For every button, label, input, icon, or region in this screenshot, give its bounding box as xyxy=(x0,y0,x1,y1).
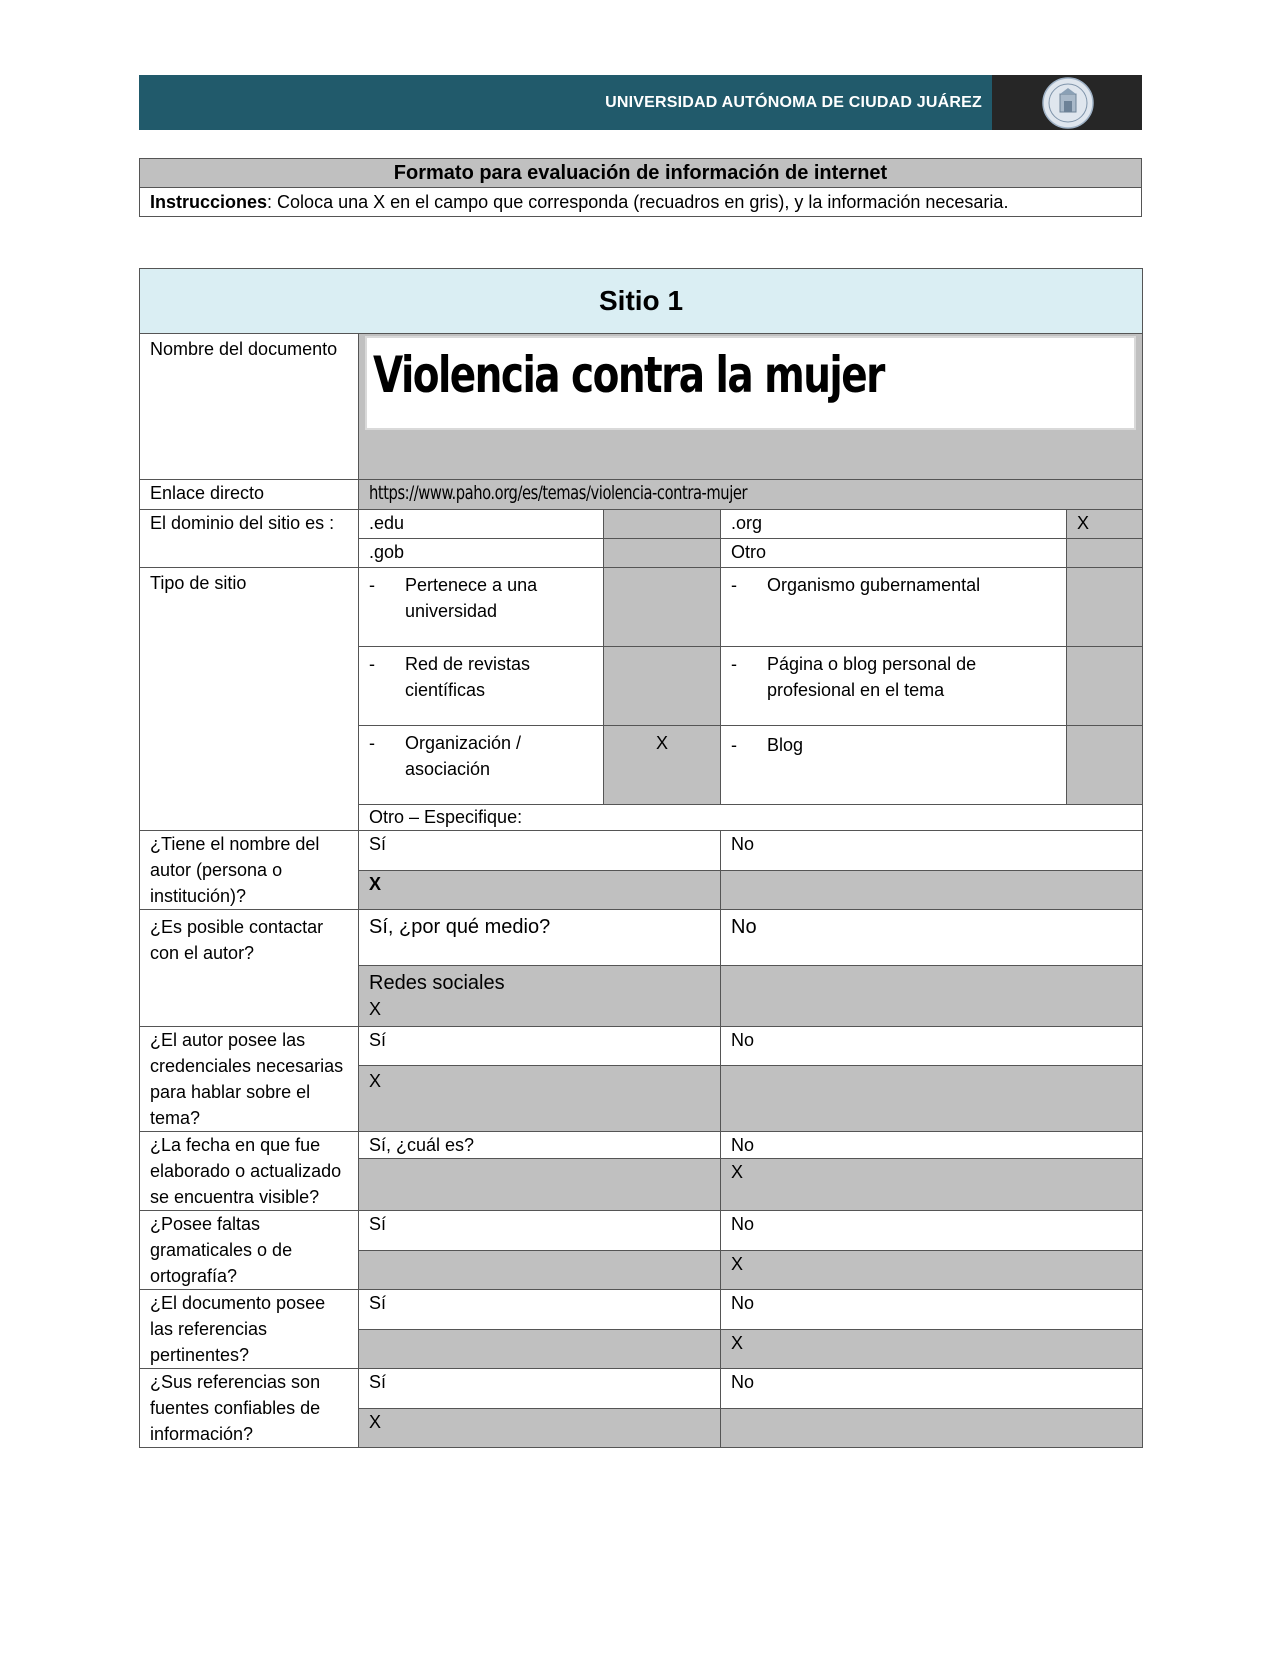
link-cell[interactable] xyxy=(359,480,1143,510)
type-option-government: - Organismo gubernamental xyxy=(721,568,1067,647)
answer-yes-label: Sí xyxy=(359,1211,721,1251)
format-title: Formato para evaluación de información de internet xyxy=(140,159,1142,188)
answer-yes-label: Sí xyxy=(359,1369,721,1409)
doc-name-label: Nombre del documento xyxy=(140,334,359,480)
domain-label: El dominio del sitio es : xyxy=(140,510,359,568)
question-date-visible: ¿La fecha en que fue elaborado o actualizado se encuentra visible? xyxy=(140,1132,359,1211)
answer-no-label: No xyxy=(721,910,1143,966)
link-label: Enlace directo xyxy=(140,480,359,510)
question-references: ¿El documento posee las referencias pertinentes? xyxy=(140,1290,359,1369)
answer-yes-value[interactable]: Redes sociales X xyxy=(359,966,721,1027)
question-author-name: ¿Tiene el nombre del autor (persona o institución)? xyxy=(140,831,359,910)
answer-no-label: No xyxy=(721,1027,1143,1066)
domain-edu-label: .edu xyxy=(359,510,604,539)
type-option-university: - Pertenece a una universidad xyxy=(359,568,604,647)
answer-no-label: No xyxy=(721,1211,1143,1251)
type-option-blog: - Blog xyxy=(721,726,1067,805)
type-other[interactable]: Otro – Especifique: xyxy=(359,805,1143,831)
instructions-label: Instrucciones xyxy=(150,192,268,212)
instructions xyxy=(140,188,1142,217)
answer-no-value[interactable] xyxy=(721,870,1143,910)
answer-no-value[interactable] xyxy=(721,1065,1143,1131)
type-option-personal-blog: - Página o blog personal de profesional en el tema xyxy=(721,647,1067,726)
instructions-text: : Coloca una X en el campo que corresponda (recuadros en gris), y la información necesaria. xyxy=(267,192,1009,212)
format-table xyxy=(139,158,1142,217)
type-mark-personal-blog[interactable] xyxy=(1067,647,1143,726)
type-option-organization: - Organización / asociación xyxy=(359,726,604,805)
question-contact-author: ¿Es posible contactar con el autor? xyxy=(140,910,359,1027)
answer-no-label: No xyxy=(721,1132,1143,1159)
domain-gob-label: .gob xyxy=(359,539,604,568)
answer-yes-label: Sí, ¿cuál es? xyxy=(359,1132,721,1159)
answer-no-label: No xyxy=(721,1290,1143,1330)
domain-otro-mark[interactable] xyxy=(1067,539,1143,568)
answer-yes-value[interactable] xyxy=(359,1159,721,1211)
answer-no-label: No xyxy=(721,1369,1143,1409)
answer-no-label: No xyxy=(721,831,1143,871)
site-title: Sitio 1 xyxy=(140,269,1143,334)
question-credentials: ¿El autor posee las credenciales necesarias para hablar sobre el tema? xyxy=(140,1027,359,1132)
question-grammar: ¿Posee faltas gramaticales o de ortografía? xyxy=(140,1211,359,1290)
answer-yes-value[interactable] xyxy=(359,1329,721,1369)
university-name: UNIVERSIDAD AUTÓNOMA DE CIUDAD JUÁREZ xyxy=(605,94,982,111)
link-value[interactable]: https://www.paho.org/es/temas/violencia-contra-mujer xyxy=(369,482,748,504)
answer-yes-label: Sí xyxy=(359,1027,721,1066)
domain-gob-mark[interactable] xyxy=(604,539,721,568)
answer-no-value[interactable]: X xyxy=(721,1159,1143,1211)
domain-org-label: .org xyxy=(721,510,1067,539)
answer-no-value[interactable]: X xyxy=(721,1329,1143,1369)
evaluation-table xyxy=(139,268,1143,1448)
type-mark-blog[interactable] xyxy=(1067,726,1143,805)
type-label: Tipo de sitio xyxy=(140,568,359,831)
answer-yes-value[interactable]: X xyxy=(359,1065,721,1131)
answer-no-value[interactable] xyxy=(721,966,1143,1027)
answer-yes-value[interactable]: X xyxy=(359,1408,721,1448)
header-banner xyxy=(139,75,1142,130)
question-reliable-sources: ¿Sus referencias son fuentes confiables de información? xyxy=(140,1369,359,1448)
university-seal-icon xyxy=(1042,77,1094,129)
type-mark-university[interactable] xyxy=(604,568,721,647)
type-option-journals: - Red de revistas científicas xyxy=(359,647,604,726)
domain-edu-mark[interactable] xyxy=(604,510,721,539)
answer-yes-value[interactable] xyxy=(359,1250,721,1290)
type-mark-journals[interactable] xyxy=(604,647,721,726)
answer-yes-label: Sí xyxy=(359,831,721,871)
answer-yes-label: Sí xyxy=(359,1290,721,1330)
domain-org-mark[interactable]: X xyxy=(1067,510,1143,539)
answer-no-value[interactable] xyxy=(721,1408,1143,1448)
type-mark-government[interactable] xyxy=(1067,568,1143,647)
answer-no-value[interactable]: X xyxy=(721,1250,1143,1290)
logo-box xyxy=(992,75,1142,130)
domain-otro-label: Otro xyxy=(721,539,1067,568)
answer-yes-value[interactable]: X xyxy=(359,870,721,910)
doc-name-cell[interactable] xyxy=(359,334,1143,480)
doc-name-value: Violencia contra la mujer xyxy=(365,336,1136,430)
answer-yes-label: Sí, ¿por qué medio? xyxy=(359,910,721,966)
type-mark-organization[interactable]: X xyxy=(604,726,721,805)
